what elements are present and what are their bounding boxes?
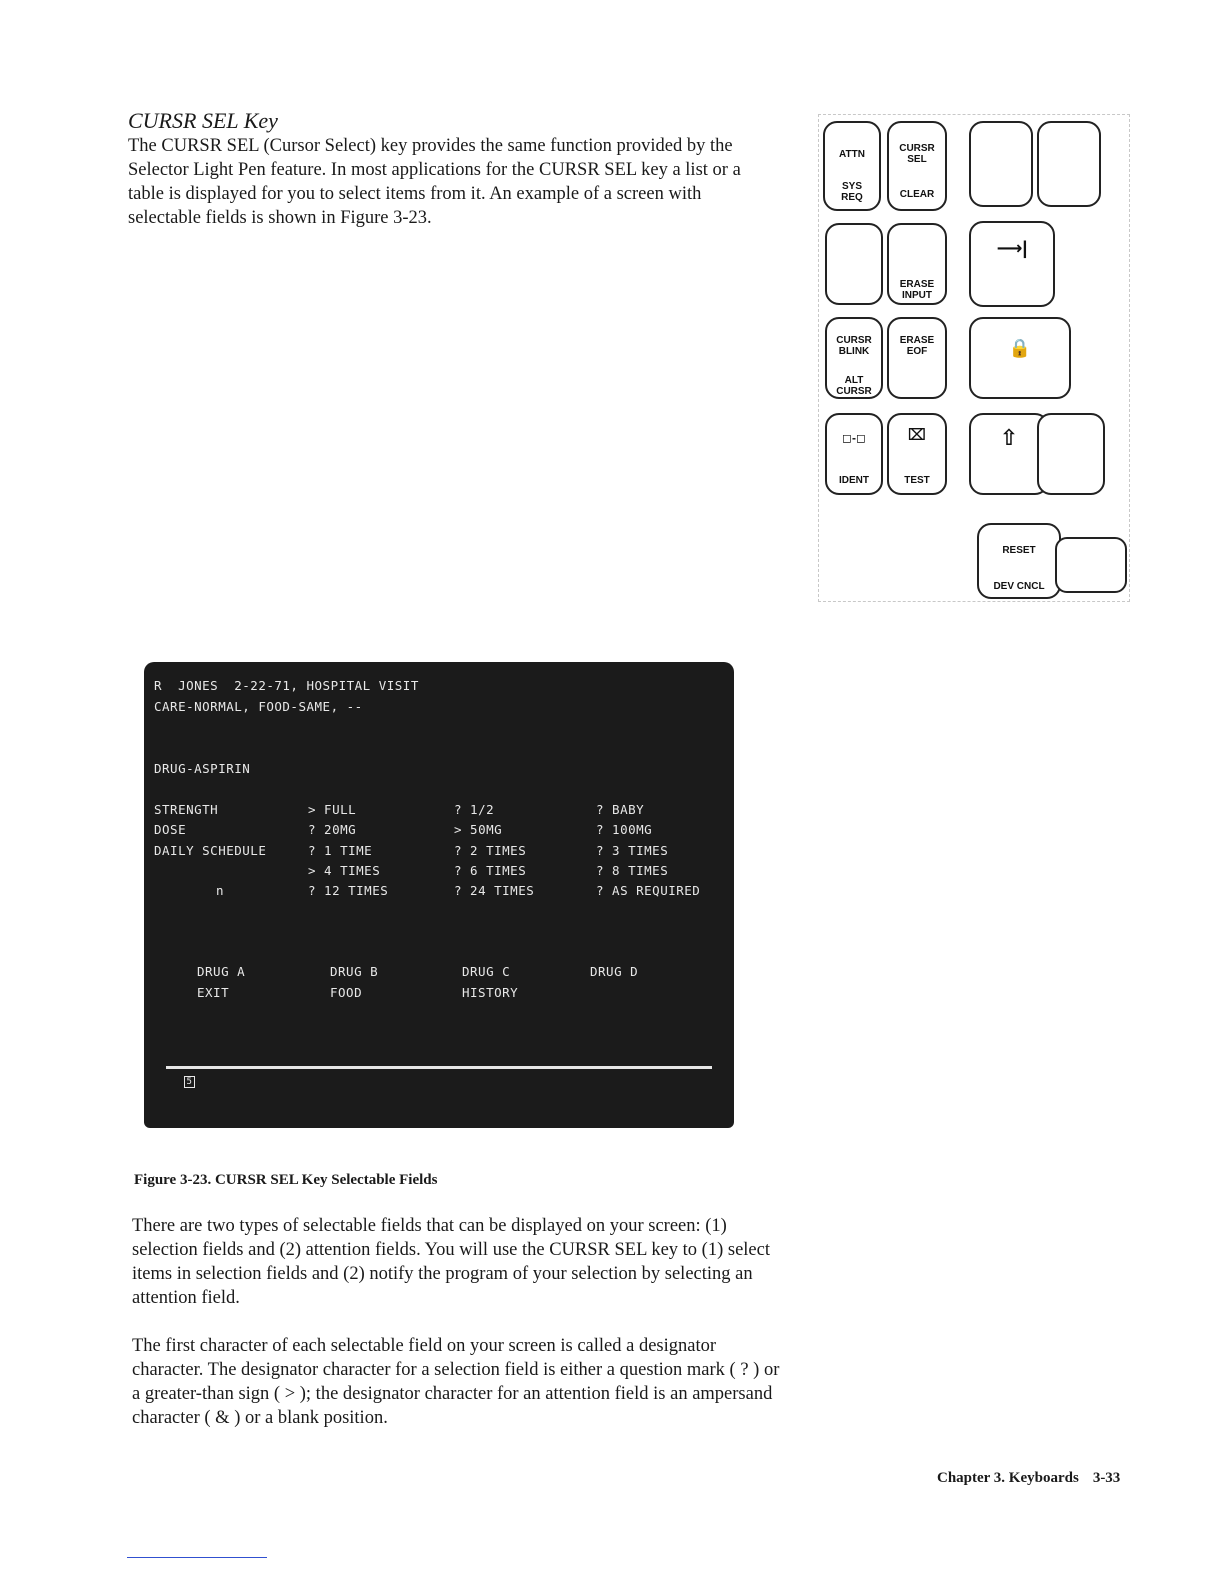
- row-strength-label: STRENGTH: [154, 802, 219, 817]
- terminal-screen: [144, 662, 734, 1128]
- alt-cursr-label-2: CURSR: [836, 386, 872, 397]
- screen-line-2: CARE-NORMAL, FOOD-SAME, --: [154, 699, 363, 714]
- test-icon: ⌧: [907, 427, 927, 444]
- attention-field: DRUG B: [330, 964, 379, 979]
- blank-key: [825, 223, 883, 305]
- selection-field: ? 1 TIME: [308, 843, 373, 858]
- selection-field: ? 24 TIMES: [454, 883, 535, 898]
- selection-field: ? 20MG: [308, 822, 357, 837]
- selection-field: > 4 TIMES: [308, 863, 381, 878]
- status-line-divider: [166, 1066, 712, 1069]
- alt-cursr-label-1: ALT: [844, 375, 864, 386]
- cursr-sel-label-1: CURSR: [899, 143, 935, 154]
- footer-chapter: Chapter 3. Keyboards: [937, 1470, 1079, 1486]
- row-schedule-label: DAILY SCHEDULE: [154, 843, 267, 858]
- attention-field: HISTORY: [462, 985, 519, 1000]
- attention-field: EXIT: [197, 985, 230, 1000]
- row-dose-label: DOSE: [154, 822, 187, 837]
- cursr-blink-label-2: BLINK: [838, 346, 870, 357]
- ident-label: IDENT: [839, 475, 869, 486]
- body-paragraph-2: The first character of each selectable field on your screen is called a designator character. The designator character for a selection field is either a question mark ( ? ) or a greater-than sign ( > ); the designator character for an attention field is an ampersand character ( & ) or a blank position.: [132, 1336, 780, 1428]
- selection-field: ? AS REQUIRED: [596, 883, 701, 898]
- cursr-blink-key: [825, 317, 883, 399]
- cursr-sel-key: [887, 121, 947, 211]
- erase-eof-label-2: EOF: [906, 346, 928, 357]
- page-number: 3-33: [1092, 1470, 1121, 1486]
- selection-field: ? 12 TIMES: [308, 883, 389, 898]
- bottom-rule: [127, 1557, 267, 1558]
- erase-eof-label-1: ERASE: [899, 335, 935, 346]
- clear-label: CLEAR: [899, 189, 935, 200]
- keypad-illustration: [818, 114, 1130, 602]
- figure-caption: Figure 3-23. CURSR SEL Key Selectable Fields: [134, 1172, 438, 1188]
- blank-key: [1037, 121, 1101, 207]
- selection-field: ? 100MG: [596, 822, 653, 837]
- attn-key: [823, 121, 881, 211]
- intro-paragraph: The CURSR SEL (Cursor Select) key provides the same function provided by the Selector Light Pen feature. In most applications for the CURSR SEL key a list or a table is displayed for you to select items from it. An example of a screen with selectable fields is shown in Figure 3-23.: [128, 136, 741, 228]
- lock-icon: 🔒: [1008, 338, 1032, 358]
- screen-line-1: R JONES 2-22-71, HOSPITAL VISIT: [154, 678, 419, 693]
- section-heading: CURSR SEL Key: [128, 108, 278, 133]
- selection-field: > FULL: [308, 802, 357, 817]
- blank-key: [969, 121, 1033, 207]
- attention-field: DRUG A: [197, 964, 246, 979]
- reset-label: RESET: [1002, 545, 1036, 556]
- attn-label: ATTN: [839, 149, 865, 160]
- erase-eof-key: [887, 317, 947, 399]
- sys-req-label-1: SYS: [841, 181, 862, 192]
- tab-arrow-icon: ⟶|: [996, 238, 1028, 258]
- cursr-blink-label-1: CURSR: [836, 335, 872, 346]
- selection-field: ? BABY: [596, 802, 645, 817]
- erase-input-key: [887, 223, 947, 305]
- erase-input-label-1: ERASE: [899, 279, 935, 290]
- ident-key: [825, 413, 883, 495]
- body-paragraph-1: There are two types of selectable fields that can be displayed on your screen: (1) selection fields and (2) attention fields. You will use the CURSR SEL key to (1) select items in selection fields and (2) notify the program of your selection by selecting an attention field.: [132, 1216, 770, 1308]
- cursr-sel-label-2: SEL: [907, 154, 927, 165]
- selection-field: ? 2 TIMES: [454, 843, 527, 858]
- attention-field: DRUG D: [590, 964, 639, 979]
- attention-field: DRUG C: [462, 964, 511, 979]
- test-label: TEST: [904, 475, 930, 486]
- screen-drug-label: DRUG-ASPIRIN: [154, 761, 251, 776]
- keyboard-lock-key: [969, 317, 1071, 399]
- erase-input-label-2: INPUT: [902, 290, 932, 301]
- tab-key: [969, 221, 1055, 307]
- blank-key: [1055, 537, 1127, 593]
- screen-stray-char: n: [216, 883, 225, 898]
- shift-arrow-icon: ⇧: [999, 425, 1019, 450]
- blank-key: [1037, 413, 1105, 495]
- ident-icon: ◻-◻: [842, 431, 866, 445]
- selection-field: ? 3 TIMES: [596, 843, 669, 858]
- selection-field: ? 6 TIMES: [454, 863, 527, 878]
- selection-field: ? 8 TIMES: [596, 863, 669, 878]
- selection-field: ? 1/2: [454, 802, 495, 817]
- test-key: [887, 413, 947, 495]
- dev-cncl-label: DEV CNCL: [993, 581, 1045, 592]
- sys-req-label-2: REQ: [841, 192, 863, 203]
- status-indicator-icon: 5: [184, 1076, 195, 1088]
- page-footer: [937, 1470, 1120, 1487]
- attention-field: FOOD: [330, 985, 363, 1000]
- selection-field: > 50MG: [454, 822, 503, 837]
- reset-key: [977, 523, 1061, 599]
